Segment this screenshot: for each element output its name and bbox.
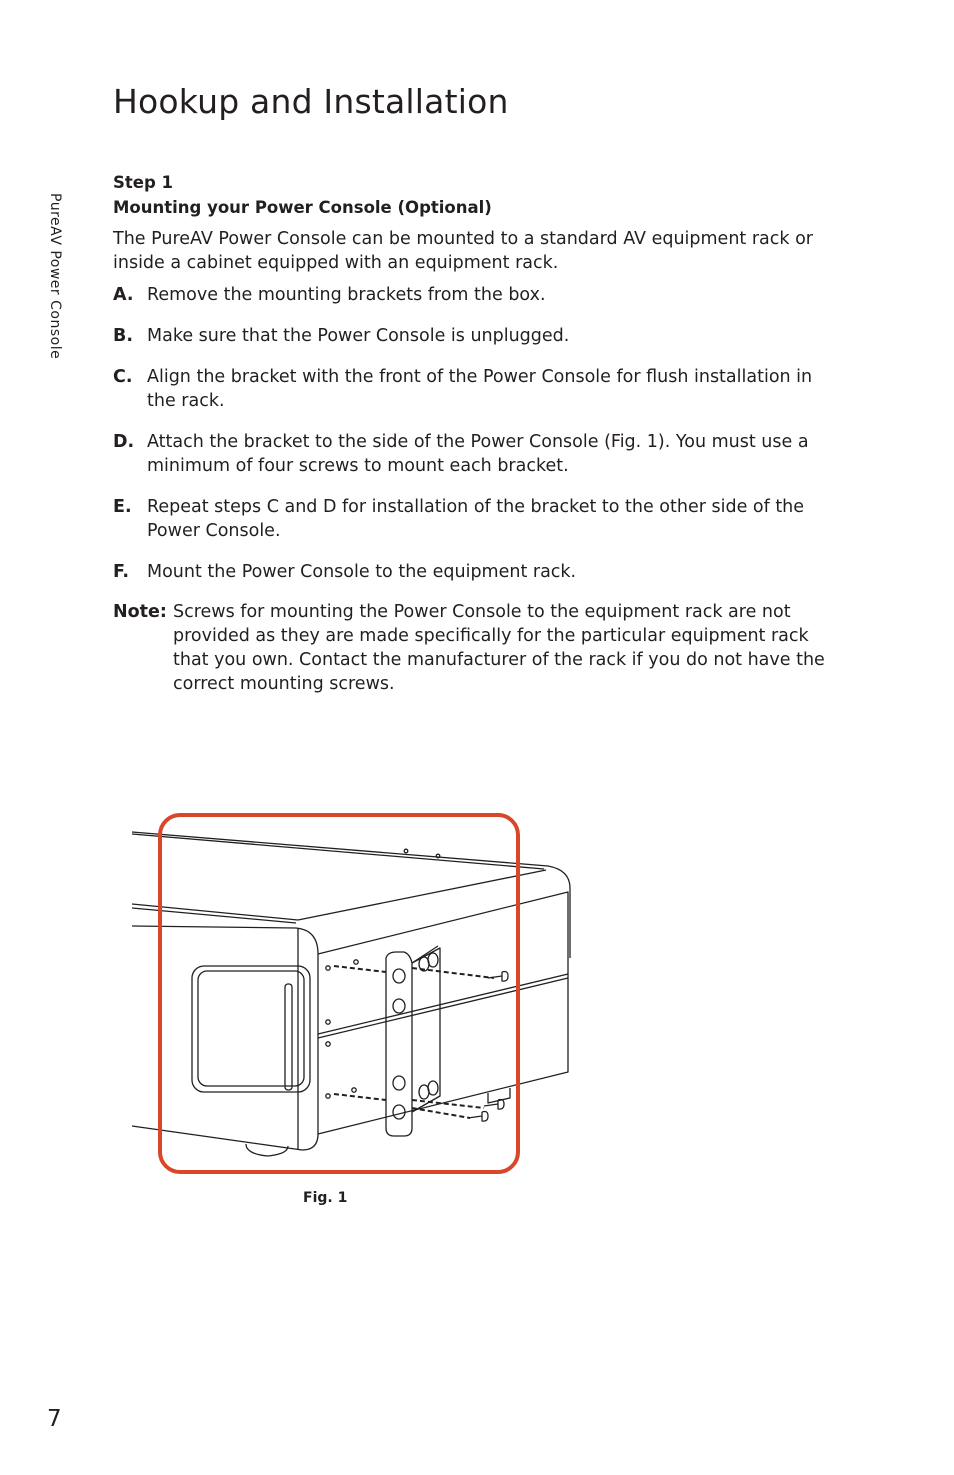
step-section bbox=[113, 170, 833, 696]
step-text: Mount the Power Console to the equipment rack. bbox=[147, 562, 577, 582]
steps-list bbox=[113, 283, 833, 584]
note-label: Note: bbox=[113, 602, 167, 622]
step-heading: Mounting your Power Console (Optional) bbox=[113, 198, 492, 217]
note-text: Screws for mounting the Power Console to the equipment rack are not provided as they are made specifically for the particular equipment rack that you own. Contact the manufacturer of the rack if you do not have the correct mounting screws. bbox=[173, 602, 825, 694]
step-letter: F. bbox=[113, 562, 130, 582]
step-letter: A. bbox=[113, 285, 134, 305]
screw bbox=[488, 972, 508, 982]
alignment-line bbox=[334, 1094, 386, 1100]
side-running-title: PureAV Power Console bbox=[47, 193, 63, 360]
screw bbox=[484, 1100, 504, 1110]
page-title: Hookup and Installation bbox=[113, 82, 509, 121]
step-item-a bbox=[113, 283, 833, 307]
highlight-box bbox=[160, 815, 518, 1172]
bracket-installation-illustration bbox=[128, 808, 578, 1180]
step-label: Step 1 bbox=[113, 173, 173, 192]
step-item-f bbox=[113, 560, 833, 584]
screw bbox=[468, 1112, 488, 1122]
step-text: Make sure that the Power Console is unplugged. bbox=[147, 326, 570, 346]
step-letter: E. bbox=[113, 497, 132, 517]
figure-caption: Fig. 1 bbox=[303, 1190, 348, 1206]
step-text: Remove the mounting brackets from the box. bbox=[147, 285, 546, 305]
note bbox=[113, 600, 833, 696]
console-foot bbox=[246, 1144, 288, 1156]
step-item-e bbox=[113, 495, 833, 543]
alignment-line bbox=[334, 966, 386, 972]
step-item-d bbox=[113, 430, 833, 478]
console-top-surface bbox=[132, 832, 570, 958]
step-text: Attach the bracket to the side of the Power Console (Fig. 1). You must use a minimum of four screws to mount each bracket. bbox=[147, 432, 809, 476]
step-item-b bbox=[113, 324, 833, 348]
page-number: 7 bbox=[47, 1406, 62, 1432]
step-text: Align the bracket with the front of the Power Console for flush installation in the rack. bbox=[147, 367, 813, 411]
intro-paragraph: The PureAV Power Console can be mounted to a standard AV equipment rack or inside a cabinet equipped with an equipment rack. bbox=[113, 229, 813, 273]
console-side-panel bbox=[318, 892, 568, 1134]
console-front-top-edge bbox=[132, 904, 298, 920]
step-letter: C. bbox=[113, 367, 133, 387]
step-item-c bbox=[113, 365, 833, 413]
step-letter: D. bbox=[113, 432, 135, 452]
step-text: Repeat steps C and D for installation of the bracket to the other side of the Power Console. bbox=[147, 497, 805, 541]
step-letter: B. bbox=[113, 326, 133, 346]
